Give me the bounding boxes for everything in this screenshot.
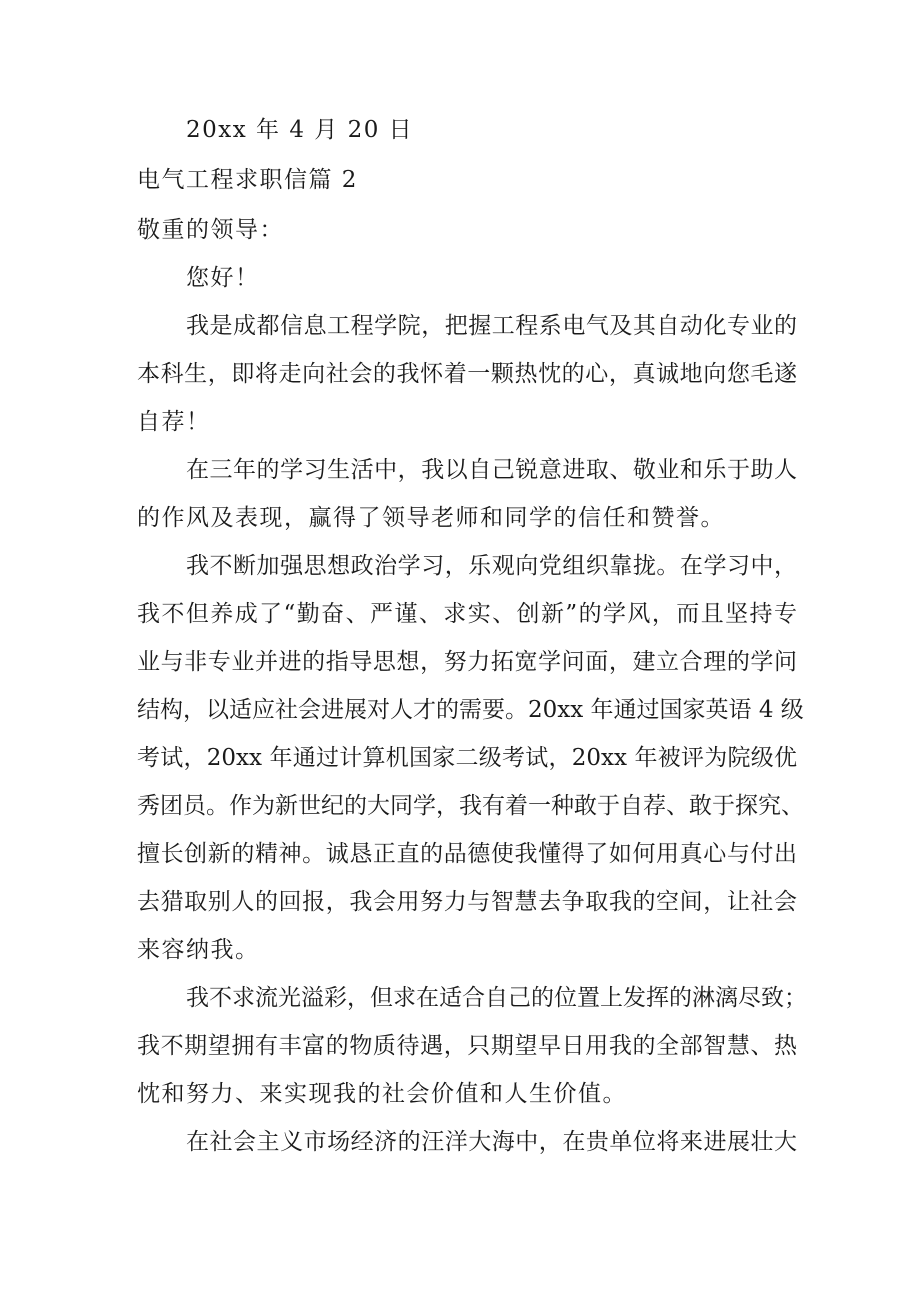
paragraph-line: 我不期望拥有丰富的物质待遇，只期望早日用我的全部智慧、热 [137, 1033, 797, 1059]
paragraph-line: 本科生，即将走向社会的我怀着一颗热忱的心，真诚地向您毛遂 [137, 361, 797, 387]
letter-greeting: 您好！ [186, 265, 260, 291]
paragraph-line: 去猎取别人的回报，我会用努力与智慧去争取我的空间，让社会 [137, 889, 797, 915]
paragraph-line: 忱和努力、来实现我的社会价值和人生价值。 [137, 1081, 627, 1107]
paragraph-line: 考试，20xx 年通过计算机国家二级考试，20xx 年被评为院级优 [137, 745, 797, 771]
paragraph-line: 我不但养成了“勤奋、严谨、求实、创新”的学风，而且坚持专 [137, 601, 797, 627]
paragraph-line: 我不断加强思想政治学习，乐观向党组织靠拢。在学习中， [186, 553, 797, 579]
paragraph-line: 业与非专业并进的指导思想，努力拓宽学问面，建立合理的学问 [137, 649, 797, 675]
paragraph-line: 结构，以适应社会进展对人才的需要。20xx 年通过国家英语 4 级 [137, 697, 804, 723]
paragraph-line: 的作风及表现，赢得了领导老师和同学的信任和赞誉。 [137, 505, 725, 531]
letter-date: 20xx 年 4 月 20 日 [186, 117, 414, 143]
paragraph-line: 自荐！ [137, 409, 211, 435]
paragraph-line: 我是成都信息工程学院，把握工程系电气及其自动化专业的 [186, 313, 797, 339]
paragraph-line: 在社会主义市场经济的汪洋大海中，在贵单位将来进展壮大 [186, 1129, 797, 1155]
paragraph-line: 在三年的学习生活中，我以自己锐意进取、敬业和乐于助人 [186, 457, 797, 483]
letter-heading: 电气工程求职信篇 2 [137, 167, 358, 193]
paragraph-line: 秀团员。作为新世纪的大同学，我有着一种敢于自荐、敢于探究、 [137, 793, 804, 819]
paragraph-line: 来容纳我。 [137, 937, 260, 963]
paragraph-line: 我不求流光溢彩，但求在适合自己的位置上发挥的淋漓尽致； [186, 985, 807, 1011]
letter-salutation: 敬重的领导： [137, 217, 284, 243]
paragraph-line: 擅长创新的精神。诚恳正直的品德使我懂得了如何用真心与付出 [137, 841, 797, 867]
